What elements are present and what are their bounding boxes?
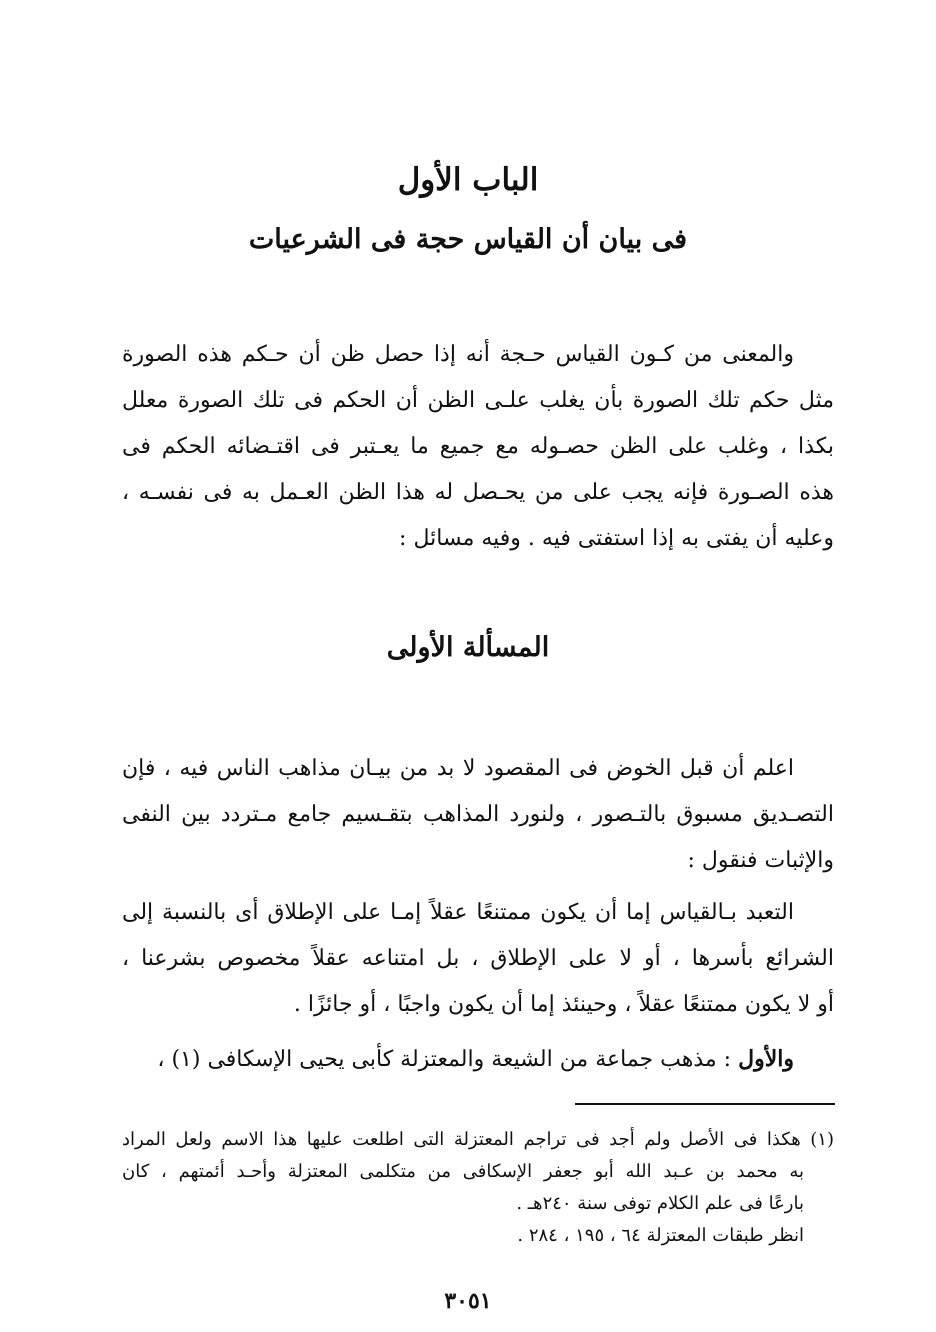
paragraph-line: اعلم أن قبل الخوض فى المقصود لا بد من بيـان مذاهب الناس فيه ، فإن <box>122 756 794 781</box>
issue-paragraph-3 <box>122 1036 834 1083</box>
footnote-line: بارعًا فى علم الكلام توفى سنة ٢٤٠هـ . <box>516 1193 804 1214</box>
intro-line: والمعنى من كـون القياس حـجة أنه إذا حصل ظن أن حـكم هذه الصورة <box>122 342 794 367</box>
paragraph-line <box>122 1036 834 1083</box>
footnote-separator <box>575 1103 835 1105</box>
intro-paragraph <box>122 332 834 562</box>
paragraph-lead-word: والأول <box>738 1046 794 1072</box>
intro-line: بكذا ، وغلب على الظن حصـوله مع جميع ما يعـتبر فى اقتـضائه الحكم فى <box>122 434 834 459</box>
intro-line: مثل حكم تلك الصورة بأن يغلب علـى الظن أن الحكم فى تلك الصورة معلل <box>122 388 834 413</box>
footnote-line: به محمد بن عـبد الله أبو جعفر الإسكافى من متكلمى المعتزلة وأحـد أئمتهم ، كان <box>122 1161 804 1182</box>
issue-title: المسألة الأولى <box>386 632 550 663</box>
footnotes <box>122 1124 834 1252</box>
intro-line: هذه الصـورة فإنه يجب على من يحـصل له هذا الظن العـمل به فى نفسـه ، <box>122 480 834 505</box>
chapter-title: الباب الأول <box>397 162 539 198</box>
paragraph-line: الشرائع بأسرها ، أو لا على الإطلاق ، بل امتناعه عقلاً مخصوص بشرعنا ، <box>122 946 834 971</box>
chapter-subtitle: فى بيان أن القياس حجة فى الشرعيات <box>248 224 688 255</box>
intro-line: وعليه أن يفتى به إذا استفتى فيه . وفيه مسائل : <box>399 526 834 551</box>
paragraph-text: : مذهب جماعة من الشيعة والمعتزلة كأبى يحيى الإسكافى (١) ، <box>157 1047 732 1072</box>
paragraph-line: التصـديق مسبوق بالتـصور ، ولنورد المذاهب بتقـسيم جامع مـتردد بين النفى <box>122 802 834 827</box>
issue-paragraph-1 <box>122 746 834 884</box>
page-number: ٣٠٥١ <box>444 1288 492 1314</box>
footnote-line: (١) هكذا فى الأصل ولم أجد فى تراجم المعتزلة التى اطلعت عليها هذا الاسم ولعل المراد <box>122 1129 834 1150</box>
footnote-line: انظر طبقات المعتزلة ٦٤ ، ١٩٥ ، ٢٨٤ . <box>517 1225 804 1246</box>
issue-paragraph-2 <box>122 890 834 1028</box>
paragraph-line: والإثبات فنقول : <box>687 848 834 873</box>
paragraph-line: أو لا يكون ممتنعًا عقلاً ، وحينئذ إما أن يكون واجبًا ، أو جائزًا . <box>293 992 834 1017</box>
paragraph-line: التعبد بـالقياس إما أن يكون ممتنعًا عقلاً إمـا على الإطلاق أى بالنسبة إلى <box>122 900 794 925</box>
